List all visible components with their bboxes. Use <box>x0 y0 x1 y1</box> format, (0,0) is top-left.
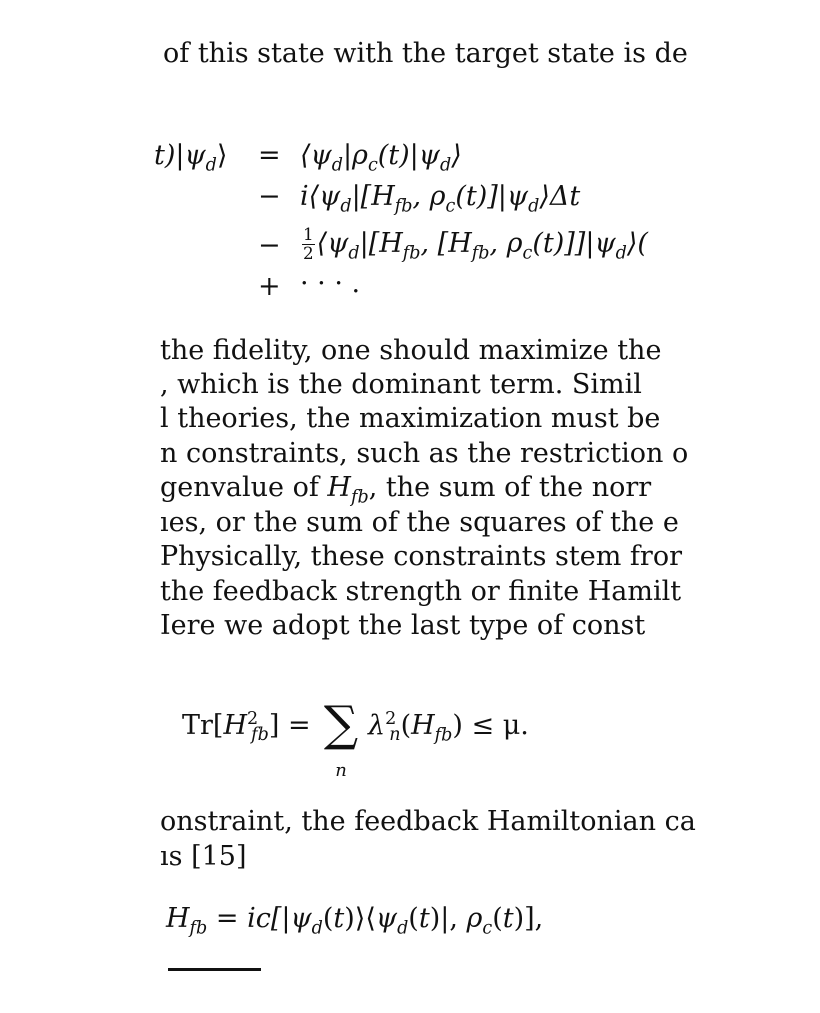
eq1-row-2 <box>300 226 648 262</box>
one-half-fraction <box>302 226 315 262</box>
eq1-op-0: = <box>258 140 281 171</box>
paragraph-line-1: , which is the dominant term. Simil <box>160 369 642 400</box>
eq1-op-3: + <box>258 271 281 302</box>
eq1-row-2-content: $⟨\psi_d|[H_{fb}$, [$H_{fb}$, $\rho_c(t)]]|\psi_d⟩$( <box>316 227 648 263</box>
paragraph-line-6: Physically, these constraints stem fror <box>160 541 682 572</box>
eq2: $Tr[H^2_{fb}]$ = <box>182 709 311 746</box>
eq1-lhs-end: ⟩ <box>216 140 228 171</box>
eq2-rhs-text: ≤ μ. <box>471 710 529 741</box>
eq1-op-2: − <box>258 230 281 261</box>
eq1-lhs-text: t)|ψ <box>154 140 206 171</box>
sum-index: n <box>335 760 347 781</box>
paragraph-line-8: Iere we adopt the last type of const <box>160 610 646 641</box>
eq3: $H_{fb}$ = $ic[|\psi_d(t)⟩⟨\psi_d(t)|$, $\rho_c(t)$], <box>166 903 544 939</box>
paragraph-line-3: n constraints, such as the restriction o <box>160 438 689 469</box>
eq2-sum <box>318 696 364 781</box>
paragraph-top-line: of this state with the target state is de <box>163 38 688 69</box>
eq2-tr: Tr <box>182 710 213 741</box>
paragraph-line-0: the fidelity, one should maximize the <box>160 335 662 366</box>
eq1-row-0: $⟨\psi_d|\rho_c(t)|\psi_d⟩$ <box>300 140 462 176</box>
frac-num: 1 <box>303 224 314 244</box>
eq1-row-3: · · · . <box>300 268 361 299</box>
paragraph2-line-0: onstraint, the feedback Hamiltonian ca <box>160 806 696 837</box>
sum-symbol: ∑ <box>323 696 359 752</box>
eq2-rhs: $\lambda^2_n(H_{fb}) \le \mu$. <box>368 709 529 746</box>
eq1-row-1: $i⟨\psi_d|[H_{fb}$, $\rho_c(t)]|\psi_d⟩\Delta t$ <box>300 181 581 217</box>
paragraph-line-5: ıes, or the sum of the squares of the e <box>160 507 679 538</box>
footnote-rule <box>168 968 261 971</box>
eq1-lhs <box>154 140 228 176</box>
frac-den: 2 <box>303 242 314 263</box>
paragraph-line-7: the feedback strength or finite Hamilt <box>160 576 682 607</box>
paragraph-line-2: l theories, the maximization must be <box>160 403 661 434</box>
eq1-lhs-sub: d <box>205 155 217 176</box>
paper-page <box>154 0 696 1013</box>
eq3-text: = ic[|ψ <box>215 903 312 934</box>
paragraph2-line-1: ıs [15] <box>160 841 247 872</box>
paragraph-line-4: genvalue of $H_{fb}$, the sum of the norr <box>160 472 652 508</box>
eq1-op-1: − <box>258 181 281 212</box>
